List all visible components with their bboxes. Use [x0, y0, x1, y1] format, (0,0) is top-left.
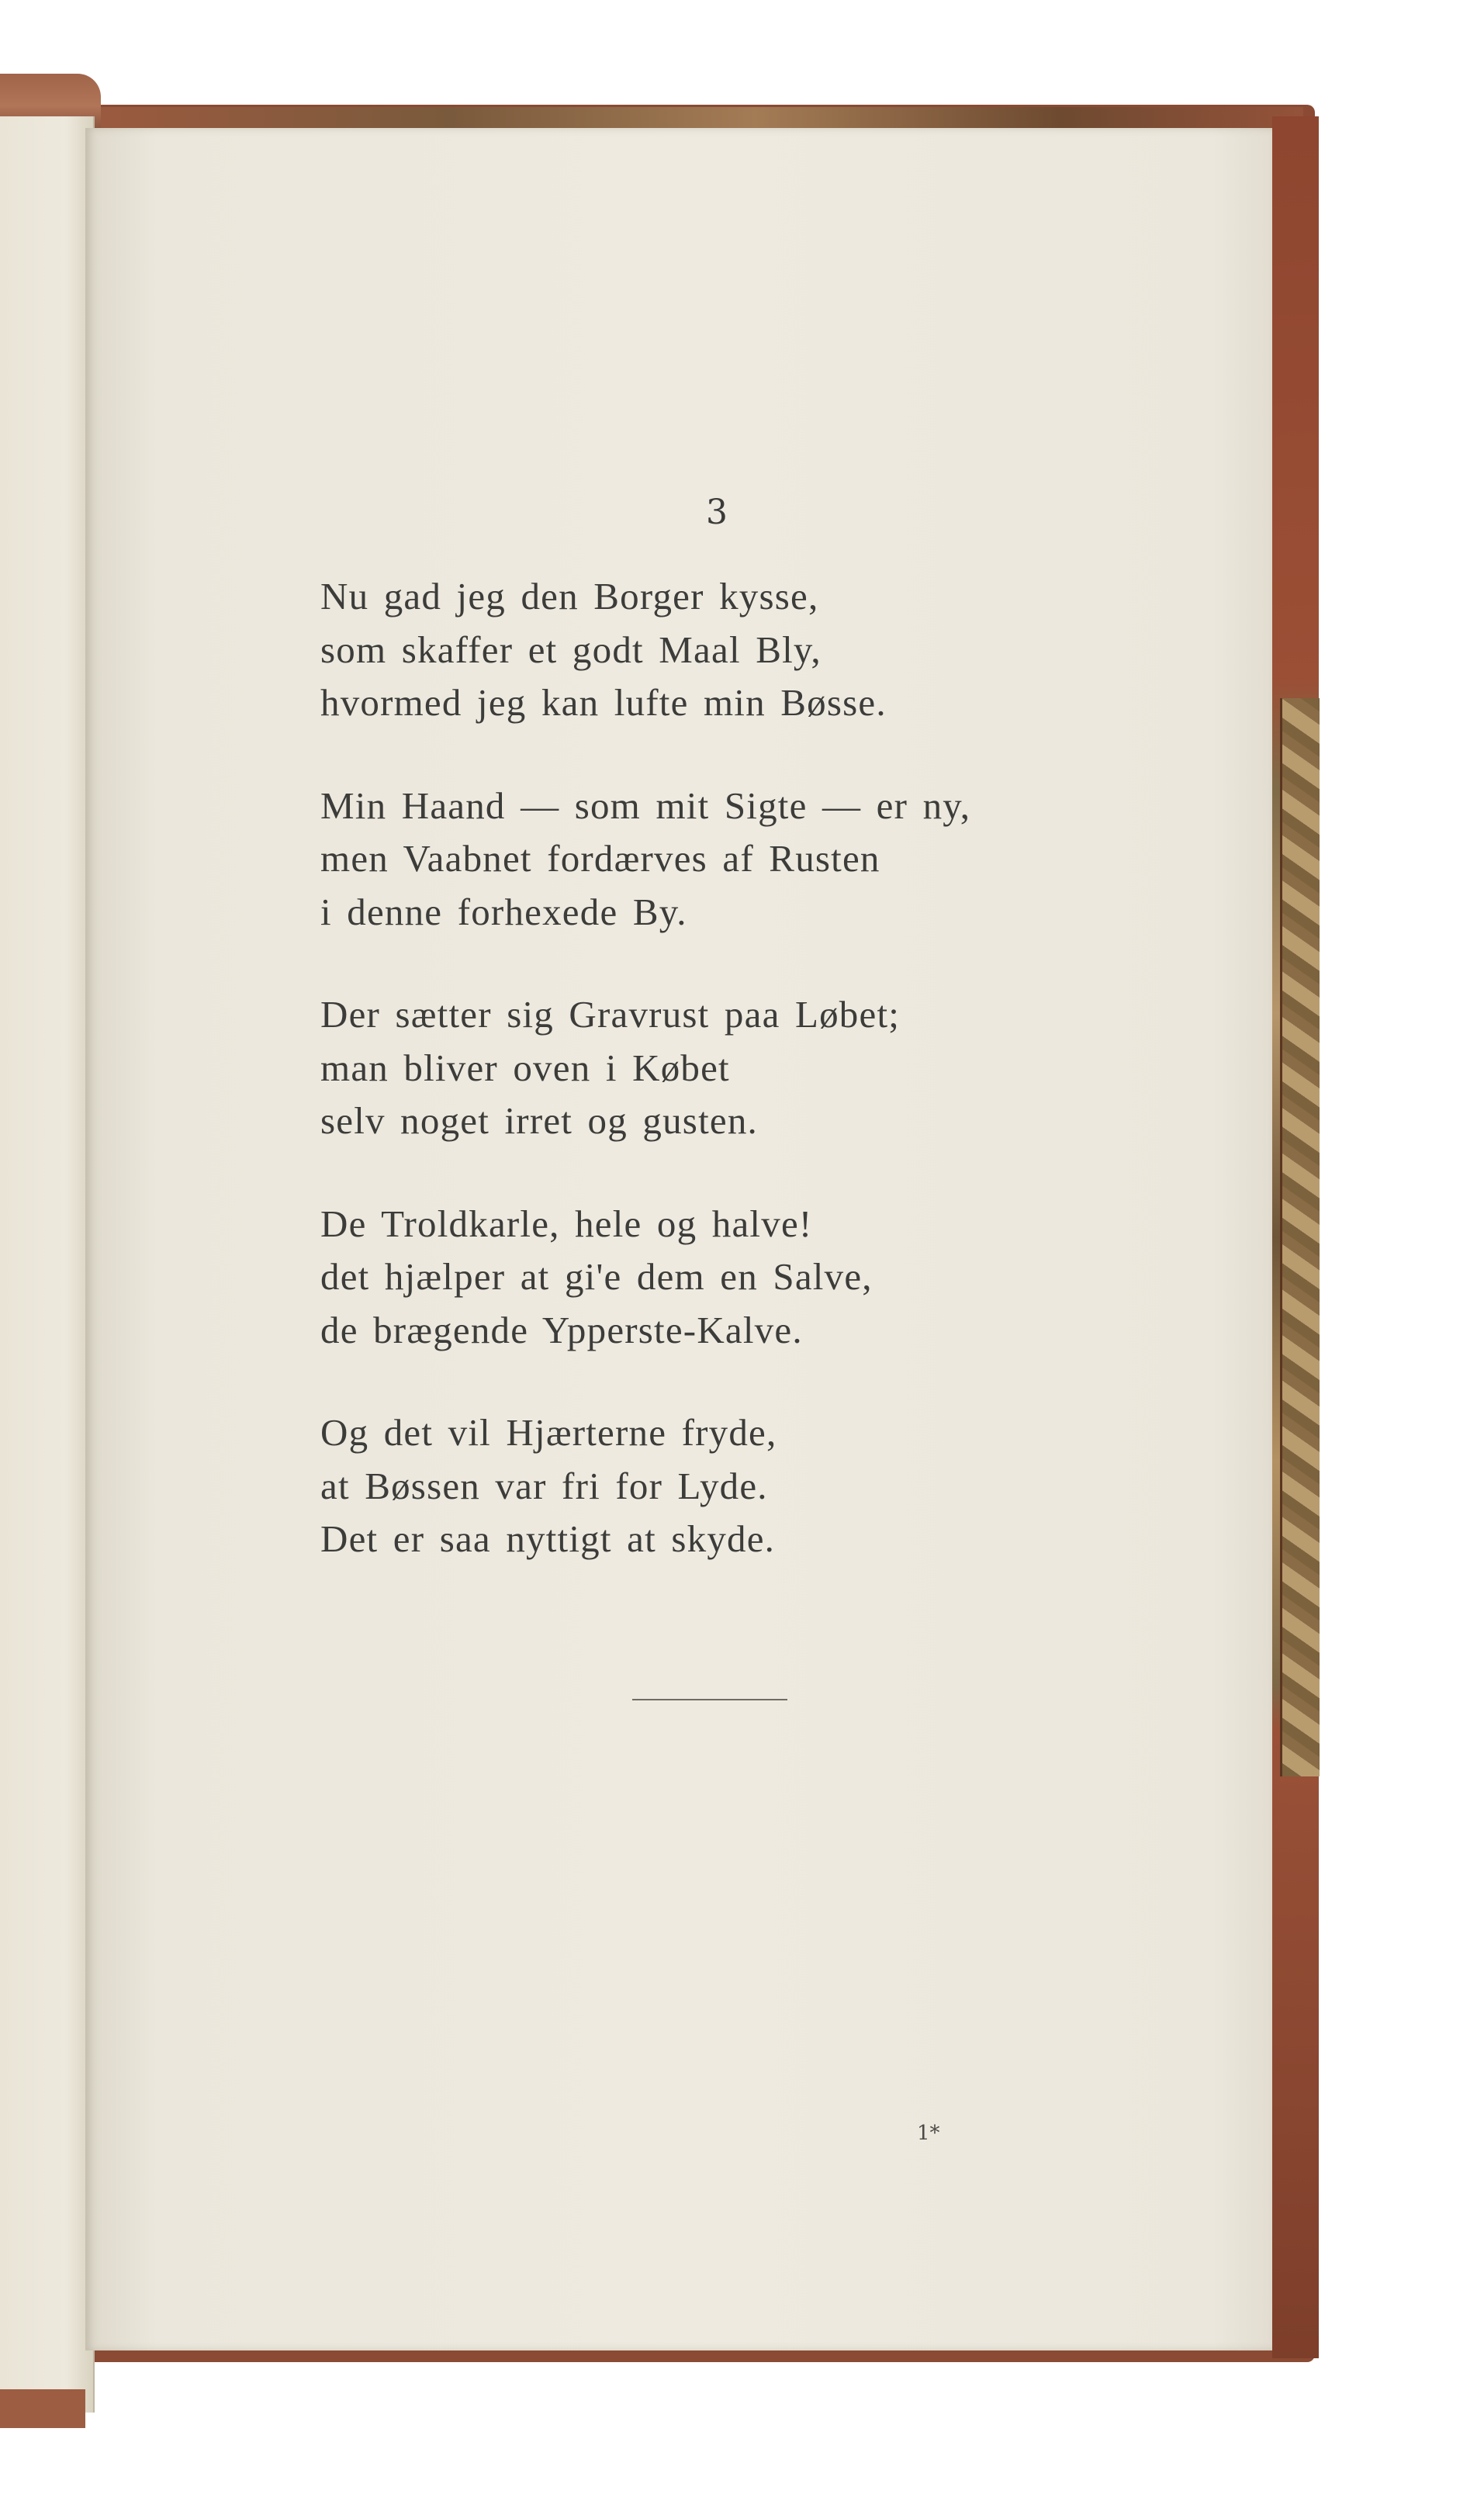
- poem-line: Min Haand — som mit Sigte — er ny,: [320, 783, 971, 827]
- poem-line: i denne forhexede By.: [320, 890, 687, 933]
- poem-line: man bliver oven i Købet: [320, 1046, 730, 1089]
- poem-line: det hjælper at gi'e dem en Salve,: [320, 1255, 873, 1298]
- poem-line: Det er saa nyttigt at skyde.: [320, 1517, 776, 1560]
- poem-line: men Vaabnet fordærves af Rusten: [320, 837, 880, 880]
- marbled-paper-edge: [1280, 698, 1320, 1776]
- poem-line: de brægende Ypperste-Kalve.: [320, 1308, 803, 1351]
- poem-line: Nu gad jeg den Borger kysse,: [320, 575, 819, 617]
- poem: [320, 570, 970, 1616]
- stanza-1: [320, 570, 970, 730]
- printer-signature-mark: 1*: [917, 2122, 940, 2145]
- poem-line: Og det vil Hjærterne fryde,: [320, 1411, 777, 1454]
- stanza-3: [320, 988, 970, 1148]
- end-rule-divider: [632, 1699, 787, 1700]
- poem-line: De Troldkarle, hele og halve!: [320, 1202, 813, 1245]
- left-cover-bottom: [0, 2389, 85, 2428]
- poem-line: selv noget irret og gusten.: [320, 1099, 758, 1142]
- poem-line: at Bøssen var fri for Lyde.: [320, 1464, 768, 1507]
- cover-top-edge: [85, 107, 1303, 130]
- right-page: [85, 128, 1272, 2350]
- stanza-2: [320, 780, 970, 939]
- left-page: [0, 116, 95, 2413]
- page-number: 3: [706, 493, 728, 532]
- stanza-5: [320, 1406, 970, 1566]
- poem-line: som skaffer et godt Maal Bly,: [320, 628, 822, 671]
- stanza-4: [320, 1198, 970, 1358]
- poem-line: hvormed jeg kan lufte min Bøsse.: [320, 681, 887, 724]
- poem-line: Der sætter sig Gravrust paa Løbet;: [320, 993, 901, 1036]
